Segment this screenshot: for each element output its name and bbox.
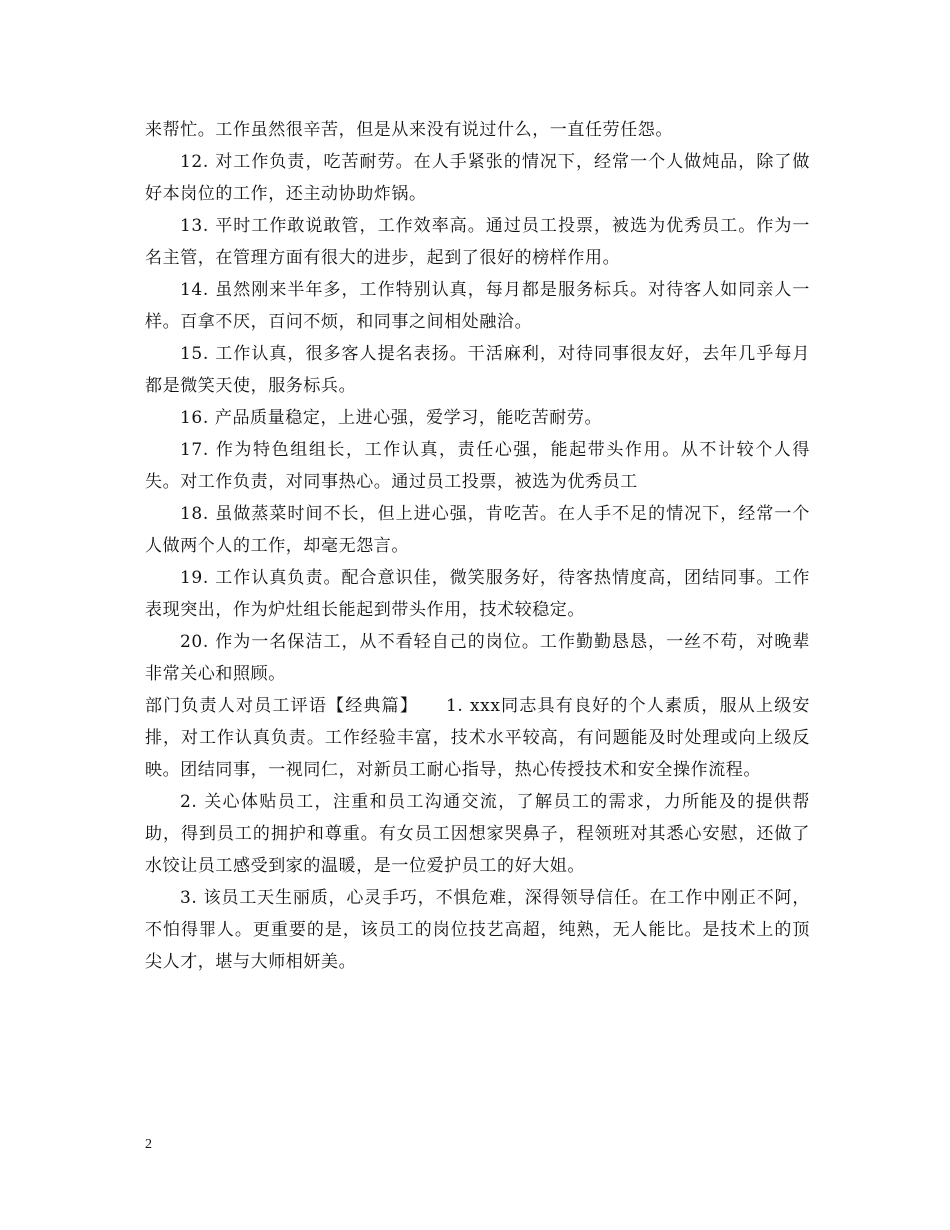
paragraph-item-2: 2. 关心体贴员工，注重和员工沟通交流，了解员工的需求，力所能及的提供帮助，得到员工的拥护和尊重。有女员工因想家哭鼻子，程领班对其悉心安慰，还做了水饺让员工感受到家的温暖，是一位爱护员工的好大姐。: [145, 792, 810, 876]
paragraph-item-19: 19. 工作认真负责。配合意识佳，微笑服务好，待客热情度高，团结同事。工作表现突出，作为炉灶组长能起到带头作用，技术较稳定。: [145, 568, 810, 620]
section-heading-paragraph: 部门负责人对员工评语【经典篇】 1. xxx同志具有良好的个人素质，服从上级安排，对工作认真负责。工作经验丰富，技术水平较高，有问题能及时处理或向上级反映。团结同事，一视同仁，对新员工耐心指导，热心传授技术和安全操作流程。: [145, 696, 810, 780]
paragraph-item-20: 20. 作为一名保洁工，从不看轻自己的岗位。工作勤勤恳恳，一丝不苟，对晚辈非常关心和照顾。: [145, 632, 810, 684]
paragraph-item-13: 13. 平时工作敢说敢管，工作效率高。通过员工投票，被选为优秀员工。作为一名主管，在管理方面有很大的进步，起到了很好的榜样作用。: [145, 216, 810, 268]
paragraph-item-15: 15. 工作认真，很多客人提名表扬。干活麻利，对待同事很友好，去年几乎每月都是微笑天使，服务标兵。: [145, 344, 810, 396]
paragraph-item-3: 3. 该员工天生丽质，心灵手巧，不惧危难，深得领导信任。在工作中刚正不阿，不怕得罪人。更重要的是，该员工的岗位技艺高超，纯熟，无人能比。是技术上的顶尖人才，堪与大师相妍美。: [145, 888, 810, 972]
paragraph-item-17: 17. 作为特色组组长，工作认真，责任心强，能起带头作用。从不计较个人得失。对工作负责，对同事热心。通过员工投票，被选为优秀员工: [145, 440, 810, 492]
paragraph-item-14: 14. 虽然刚来半年多，工作特别认真，每月都是服务标兵。对待客人如同亲人一样。百拿不厌，百问不烦，和同事之间相处融洽。: [145, 280, 810, 332]
paragraph-item-16: 16. 产品质量稳定，上进心强，爱学习，能吃苦耐劳。: [180, 408, 603, 428]
paragraph-item-12: 12. 对工作负责，吃苦耐劳。在人手紧张的情况下，经常一个人做炖品，除了做好本岗位的工作，还主动协助炸锅。: [145, 152, 810, 204]
document-body: [145, 114, 810, 978]
page-number: 2: [145, 1137, 152, 1152]
paragraph-item-18: 18. 虽做蒸菜时间不长，但上进心强，肯吃苦。在人手不足的情况下，经常一个人做两个人的工作，却毫无怨言。: [145, 504, 810, 556]
paragraph-continuation: 来帮忙。工作虽然很辛苦，但是从来没有说过什么，一直任劳任怨。: [145, 120, 673, 140]
